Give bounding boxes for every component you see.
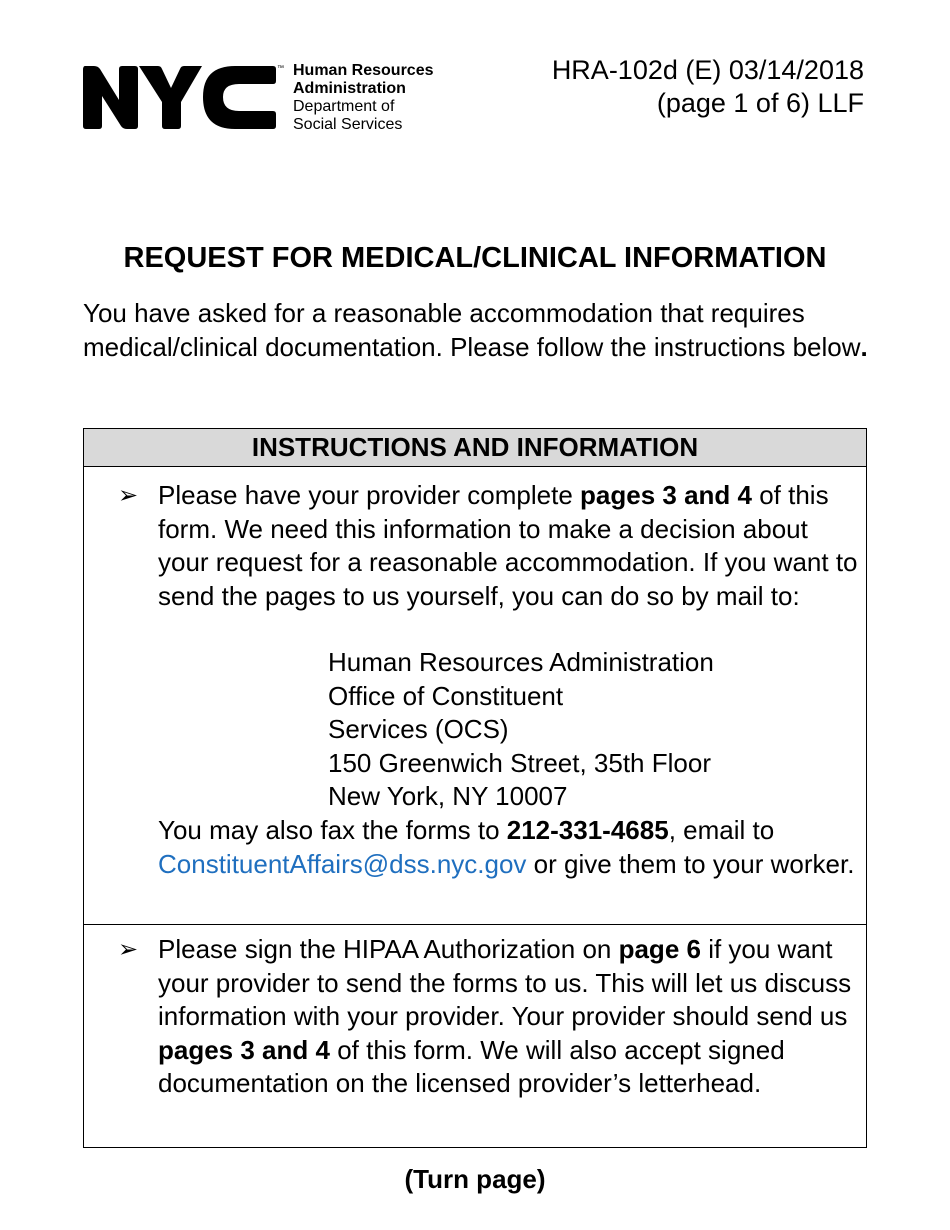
intro-period: . <box>860 331 868 362</box>
logo-text <box>293 62 434 134</box>
form-identifier <box>552 54 864 120</box>
logo-dept-line2: Social Services <box>293 116 403 133</box>
fax-mid: , email to <box>668 815 775 845</box>
hra-logo <box>83 62 453 134</box>
page-info: (page 1 of 6) LLF <box>656 88 864 118</box>
intro-paragraph <box>83 297 873 364</box>
email-link[interactable]: ConstituentAffairs@dss.nyc.gov <box>158 848 527 879</box>
instruction-1-text <box>158 479 858 613</box>
address-line: Office of Constituent <box>328 680 564 711</box>
nyc-logo-mark <box>83 62 283 130</box>
page-title: REQUEST FOR MEDICAL/CLINICAL INFORMATION <box>123 242 827 274</box>
item2-post: of this form. We will also accept signed documentation on the licensed provider’s letterhead. <box>158 1034 785 1098</box>
fax-pre: You may also fax the forms to <box>158 815 507 845</box>
instruction-2-text <box>158 933 858 1101</box>
mailing-address <box>328 646 714 814</box>
item2-bold1: page 6 <box>618 934 701 964</box>
address-line: New York, NY 10007 <box>328 781 568 811</box>
fax-number: 212-331-4685 <box>506 815 669 845</box>
item1-post: of this form. We need this information to make a decision about your request for a reasonable accommodation. If you want to send the pages to us yourself, you can do so by mail to: <box>158 480 858 611</box>
turn-page-note: (Turn page) <box>404 1164 546 1194</box>
address-line: 150 Greenwich Street, 35th Floor <box>328 747 711 778</box>
form-number: HRA-102d (E) 03/14/2018 <box>551 55 864 85</box>
instruction-item-1 <box>84 467 866 925</box>
address-line: Human Resources Administration <box>328 647 714 677</box>
item2-bold2: pages 3 and 4 <box>158 1034 330 1065</box>
item2-mid: if you want your provider to send the forms to us. This will let us discuss information with your provider. Your provider should send us <box>158 934 852 1031</box>
fax-post: or give them to your worker. <box>526 848 855 879</box>
item1-pre: Please have your provider complete <box>158 480 581 510</box>
intro-text: You have asked for a reasonable accommodation that requires medical/clinical documentation. Please follow the instructions below <box>83 298 861 362</box>
bullet-arrow-icon: ➢ <box>118 482 139 509</box>
fax-email-text <box>158 814 858 881</box>
instructions-box <box>83 428 867 1148</box>
bullet-arrow-icon: ➢ <box>118 936 139 963</box>
instructions-heading: INSTRUCTIONS AND INFORMATION <box>84 429 866 467</box>
logo-org-line2: Administration <box>293 80 406 97</box>
item2-pre: Please sign the HIPAA Authorization on <box>158 934 619 964</box>
item1-bold: pages 3 and 4 <box>580 480 752 510</box>
svg-text:™: ™ <box>277 65 284 72</box>
logo-org-line1: Human Resources <box>293 62 434 79</box>
logo-dept-line1: Department of <box>293 98 395 115</box>
address-line: Services (OCS) <box>328 714 509 744</box>
